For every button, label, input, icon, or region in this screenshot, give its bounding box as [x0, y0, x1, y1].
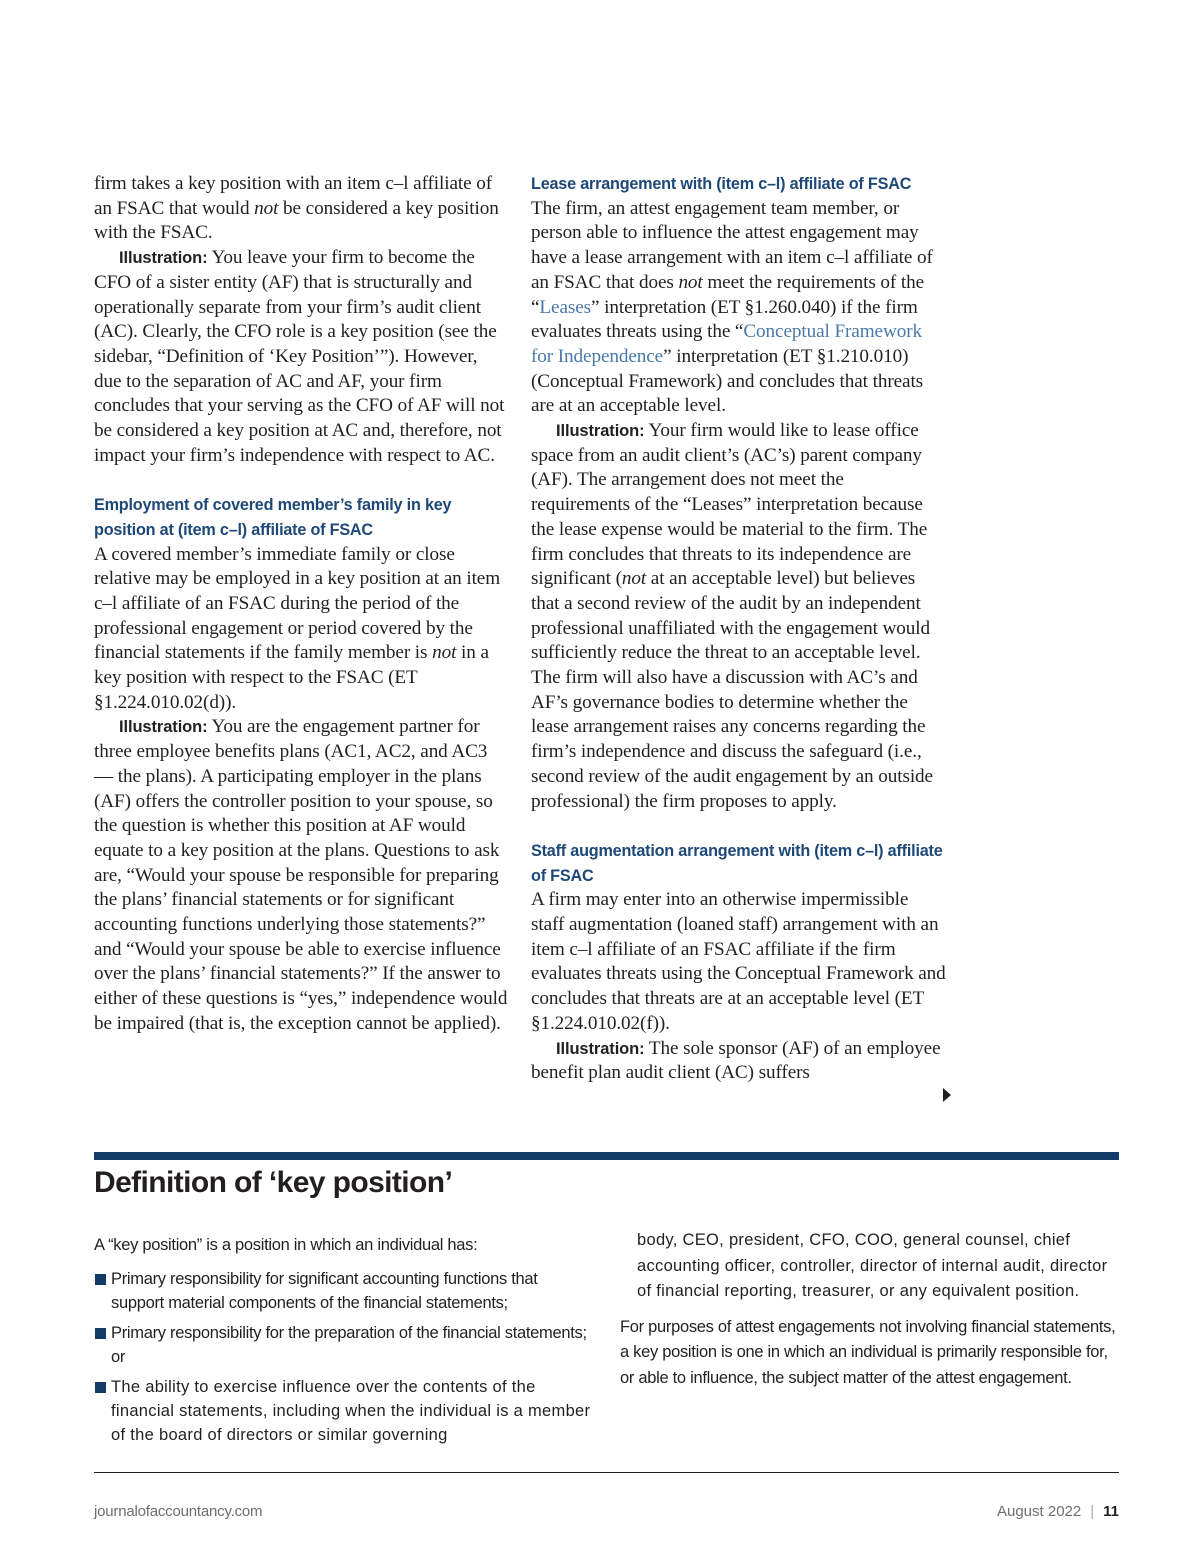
footer-page-info — [997, 1503, 1119, 1520]
illustration-label: Illustration: — [119, 249, 208, 268]
sidebar-column-right — [620, 1228, 1120, 1391]
section-heading: Staff augmentation arrangement with (item c–l) affiliate of FSAC — [531, 841, 943, 885]
footer-site-link[interactable]: journalofaccountancy.com — [94, 1503, 263, 1520]
illustration-paragraph: Illustration: Your firm would like to lease office space from an audit client’s (AC’s) parent company (AF). The arrangement does not meet the requirements of the “Leases” interpretation because the lease expense would be material to the firm. The firm concludes that threats to its independence are significant (not at an acceptable level) but believes that a second review of the audit by an independent professional unaffiliated with the engagement would sufficiently reduce the threat to an acceptable level. The firm will also have a discussion with AC’s and AF’s governance bodies to determine whether the lease arrangement raises any concerns regarding the firm’s independence and discuss the safeguard (i.e., second review of the audit engagement by an outside professional) the firm proposes to apply. — [531, 420, 933, 812]
emphasis: not — [621, 568, 647, 590]
footer-rule — [94, 1472, 1119, 1473]
page-number: 11 — [1103, 1503, 1119, 1520]
list-item: Primary responsibility for significant accounting functions that support material components of the financial statements; — [94, 1267, 594, 1315]
square-bullet-icon — [95, 1328, 106, 1339]
emphasis: not — [254, 197, 279, 219]
square-bullet-icon — [95, 1382, 106, 1393]
section-heading: Employment of covered member’s family in key position at (item c–l) affiliate of FSAC — [94, 496, 452, 539]
illustration-label: Illustration: — [556, 422, 645, 441]
paragraph: A firm may enter into an otherwise impermissible staff augmentation (loaned staff) arrangement with an item c–l affiliate of an FSAC affiliate if the firm evaluates threats using the Conceptual Framework and concludes that threats are at an acceptable level (ET §1.224.010.02(f)). — [531, 889, 946, 1034]
illustration-paragraph: Illustration: You are the engagement partner for three employee benefits plans (AC1, AC2, and AC3 — the plans). A participating employer in the plans (AF) offers the controller position to your spouse, so the question is whether this position at AF would equate to a key position at the plans. Questions to ask are, “Would your spouse be responsible for preparing the plans’ financial statements or for significant accounting functions underlying those statements?” and “Would your spouse be able to exercise influence over the plans’ financial statements?” If the answer to either of these questions is “yes,” independence would be impaired (that is, the exception cannot be applied). — [94, 716, 508, 1034]
bullet-list — [94, 1267, 594, 1447]
conceptual-framework-link[interactable]: Conceptual Framework for Independence — [531, 321, 922, 367]
paragraph: A covered member’s immediate family or close relative may be employed in a key position at an item c–l affiliate of an FSAC during the period of the professional engagement or period covered by the financial statements if the family member is not in a key position with respect to the FSAC (ET §1.224.010.02(d)). — [94, 543, 501, 713]
paragraph: The firm, an attest engagement team member, or person able to influence the attest engagement may have a lease arrangement with an item c–l affiliate of an FSAC that does not meet the requirements of the “Leases” interpretation (ET §1.260.040) if the firm evaluates threats using the “Conceptual Framework for Independence” interpretation (ET §1.210.010) (Conceptual Framework) and concludes that threats are at an acceptable level. — [531, 197, 933, 417]
square-bullet-icon — [95, 1274, 106, 1285]
sidebar-closing-paragraph: For purposes of attest engagements not involving financial statements, a key position is one in which an individual is primarily responsible for, or able to influence, the subject matter of the attest engagement. — [620, 1317, 1116, 1387]
list-item: The ability to exercise influence over the contents of the financial statements, including when the individual is a member of the board of directors or similar governing — [94, 1375, 594, 1447]
footer-separator: | — [1090, 1503, 1095, 1520]
sidebar-intro: A “key position” is a position in which an individual has: — [94, 1236, 478, 1254]
sidebar-top-rule — [94, 1152, 1119, 1160]
emphasis: not — [432, 642, 457, 664]
illustration-label: Illustration: — [119, 718, 208, 737]
illustration-paragraph: Illustration: You leave your firm to become the CFO of a sister entity (AF) that is structurally and operationally separate from your firm’s audit client (AC). Clearly, the CFO role is a key position (see the sidebar, “Definition of ‘Key Position’”). However, due to the separation of AC and AF, your firm concludes that your serving as the CFO of AF will not be considered a key position at AC and, therefore, not impact your firm’s independence with respect to AC. — [94, 247, 505, 466]
bullet-continuation: body, CEO, president, CFO, COO, general counsel, chief accounting officer, controller, director of internal audit, director of financial reporting, treasurer, or any equivalent position. — [637, 1231, 1108, 1300]
paragraph: firm takes a key position with an item c–l affiliate of an FSAC that would not be considered a key position with the FSAC. — [94, 173, 499, 244]
sidebar-title: Definition of ‘key position’ — [94, 1166, 453, 1199]
leases-link[interactable]: Leases — [539, 296, 592, 318]
article-column-left — [94, 172, 509, 1037]
illustration-paragraph: Illustration: The sole sponsor (AF) of an employee benefit plan audit client (AC) suffers — [531, 1037, 941, 1084]
continue-arrow-icon — [943, 1088, 951, 1102]
sidebar-column-left — [94, 1233, 594, 1453]
list-item: Primary responsibility for the preparation of the financial statements; or — [94, 1321, 594, 1369]
illustration-label: Illustration: — [556, 1039, 645, 1058]
issue-date: August 2022 — [996, 1503, 1082, 1520]
emphasis: not — [678, 271, 703, 293]
article-column-right — [531, 172, 946, 1086]
section-heading: Lease arrangement with (item c–l) affiliate of FSAC — [531, 175, 912, 193]
